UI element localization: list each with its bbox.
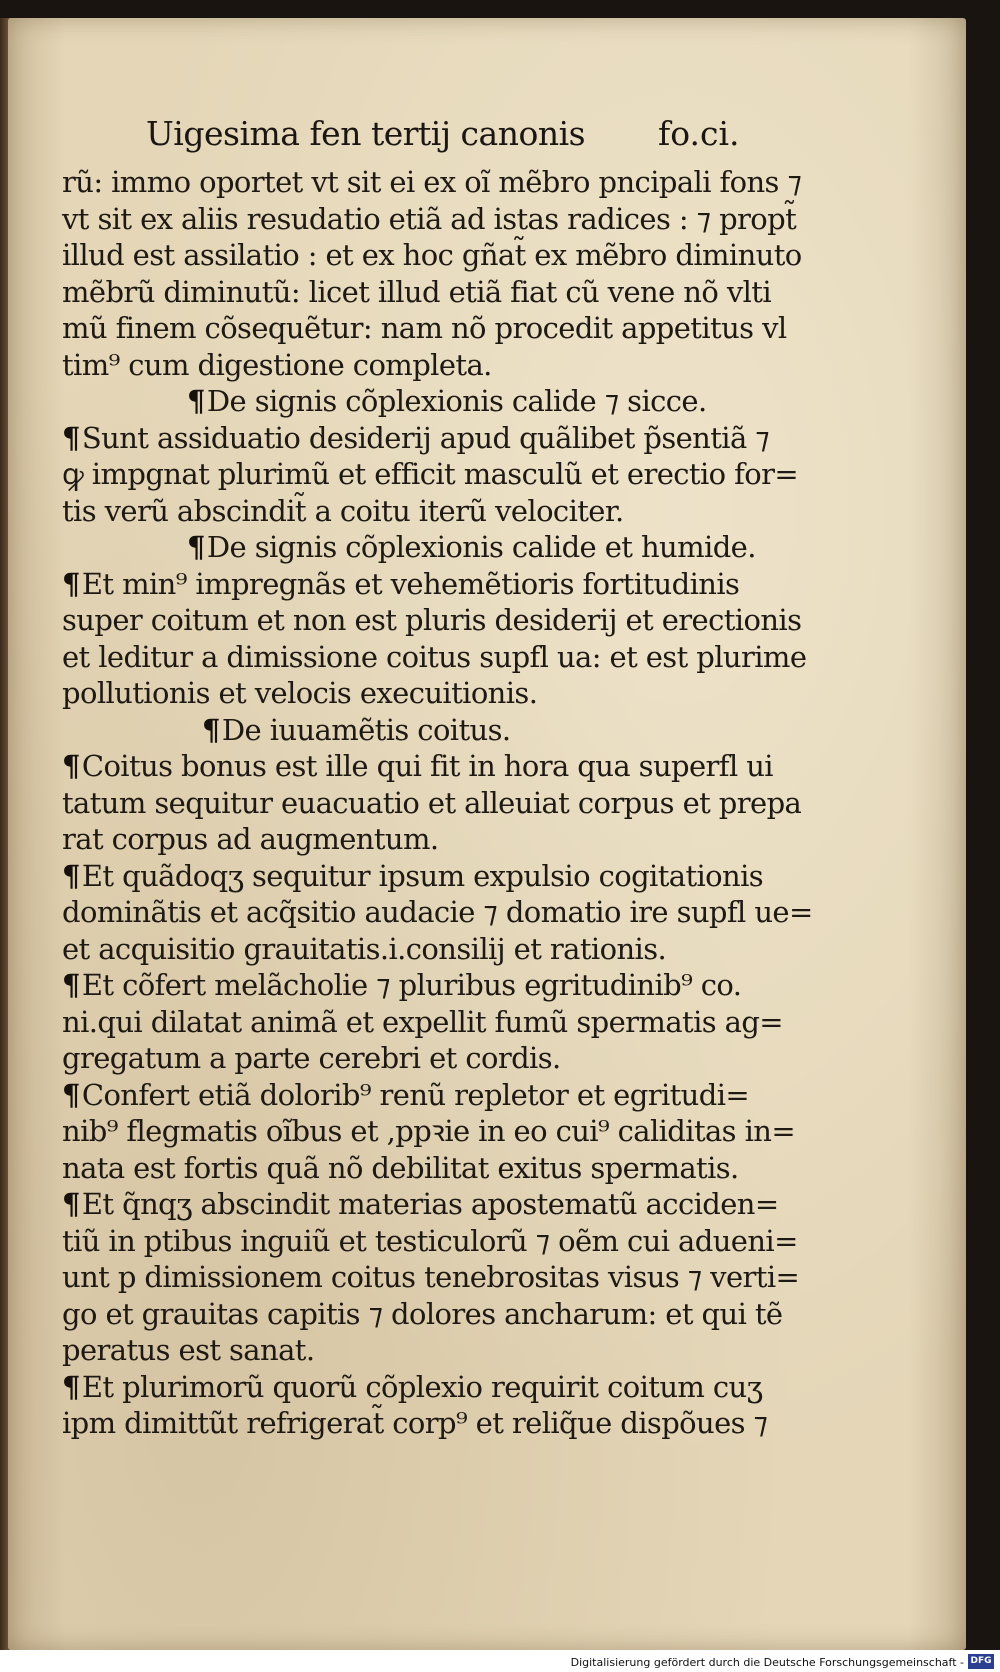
paragraph-start-line: [62, 1186, 852, 1223]
line-text: ni.qui dilatat animã et expellit fumũ spermatis ag=: [62, 1004, 783, 1039]
pilcrow-icon: ¶: [202, 712, 220, 747]
line-text: pollutionis et velocis execuitionis.: [62, 676, 538, 710]
text-line: [62, 785, 852, 822]
text-line: [62, 1040, 852, 1077]
line-text: tatum sequitur euacuatio et alleuiat corpus et prepa: [62, 785, 802, 820]
text-line: [62, 164, 852, 201]
pilcrow-icon: ¶: [62, 858, 80, 893]
text-line: [62, 456, 852, 493]
pilcrow-icon: ¶: [62, 1187, 80, 1221]
text-line: [62, 1150, 852, 1187]
line-text: tis verũ abscindit̃ a coitu iterũ velociter.: [62, 493, 624, 528]
dfg-logo: DFG: [968, 1654, 994, 1669]
line-text: De signis cõplexionis calide et humide.: [206, 530, 756, 564]
text-line: [62, 237, 852, 274]
line-text: dominãtis et acq̃sitio audacie ⁊ domatio ire supfl ue=: [62, 895, 813, 929]
line-text: Confert etiã dolorib⁹ renũ repletor et egritudi=: [81, 1077, 750, 1112]
funding-credit: Digitalisierung gefördert durch die Deutsche Forschungsgemeinschaft -: [570, 1656, 964, 1669]
line-text: ꝙ impgnat plurimũ et efficit masculũ et erectio for=: [62, 457, 799, 491]
line-text: peratus est sanat.: [62, 1333, 315, 1367]
text-line: [62, 894, 852, 931]
text-line: [62, 274, 852, 311]
line-text: ipm dimittũt refrigerat̃ corp⁹ et reliq̃ue dispõues ⁊: [62, 1406, 768, 1440]
text-line: [62, 347, 852, 384]
text-line: [62, 493, 852, 530]
section-heading: [62, 383, 852, 420]
pilcrow-icon: ¶: [62, 968, 80, 1002]
pilcrow-icon: ¶: [62, 420, 80, 455]
book-page: [8, 18, 966, 1650]
digitization-footer: [0, 1650, 1000, 1672]
line-text: et acquisitio grauitatis.i.consilij et rationis.: [62, 931, 667, 966]
paragraph-start-line: [62, 748, 852, 785]
line-text: go et grauitas capitis ⁊ dolores ancharum: et qui tẽ: [62, 1296, 783, 1331]
pilcrow-icon: ¶: [62, 1077, 80, 1112]
pilcrow-icon: ¶: [62, 566, 80, 601]
line-text: vt sit ex aliis resudatio etiã ad istas radices : ⁊ propt̃: [62, 201, 797, 236]
text-line: [62, 821, 852, 858]
paragraph-start-line: [62, 967, 852, 1004]
line-text: Et min⁹ impregnãs et vehemẽtioris fortitudinis: [81, 566, 740, 601]
line-text: rũ: immo oportet vt sit ei ex oĩ mẽbro pncipali fons ⁊: [62, 165, 802, 199]
line-text: gregatum a parte cerebri et cordis.: [62, 1041, 561, 1075]
line-text: De signis cõplexionis calide ⁊ sicce.: [206, 384, 707, 418]
line-text: unt p dimissionem coitus tenebrositas visus ⁊ verti=: [62, 1260, 800, 1294]
running-title: Uigesima fen tertij canonis: [146, 114, 586, 153]
text-line: [62, 1113, 852, 1150]
text-line: [62, 201, 852, 238]
line-text: Et cõfert melãcholie ⁊ pluribus egritudinib⁹ co.: [81, 968, 742, 1002]
text-line: [62, 931, 852, 968]
paragraph-start-line: [62, 858, 852, 895]
folio-number: fo.ci.: [658, 114, 740, 153]
text-line: [62, 675, 852, 712]
line-text: Et quãdoqʒ sequitur ipsum expulsio cogitationis: [81, 858, 764, 893]
text-line: [62, 1332, 852, 1369]
text-line: [62, 1405, 852, 1442]
page-header: [146, 114, 806, 164]
text-line: [62, 1004, 852, 1041]
line-text: Sunt assiduatio desiderij apud quãlibet p̃sentiã ⁊: [81, 420, 770, 455]
pilcrow-icon: ¶: [187, 384, 205, 418]
line-text: nata est fortis quã nõ debilitat exitus spermatis.: [62, 1150, 739, 1185]
pilcrow-icon: ¶: [62, 749, 80, 783]
line-text: super coitum et non est pluris desiderij et erectionis: [62, 603, 802, 637]
line-text: et leditur a dimissione coitus supfl ua: et est plurime: [62, 639, 807, 674]
text-line: [62, 1223, 852, 1260]
line-text: Et plurimorũ quorũ cõplexio requirit coitum cuʒ: [81, 1369, 763, 1404]
line-text: nib⁹ flegmatis oĩbus et ,ppꝛie in eo cui⁹ caliditas in=: [62, 1114, 796, 1148]
line-text: Et q̃nqʒ abscindit materias apostematũ acciden=: [81, 1187, 779, 1221]
pilcrow-icon: ¶: [62, 1369, 80, 1404]
paragraph-start-line: [62, 420, 852, 457]
line-text: tiũ in ptibus inguiũ et testiculorũ ⁊ oẽm cui adueni=: [62, 1223, 798, 1258]
line-text: mẽbrũ diminutũ: licet illud etiã fiat cũ vene nõ vlti: [62, 274, 772, 309]
main-text-block: [62, 164, 852, 1442]
pilcrow-icon: ¶: [187, 530, 205, 564]
line-text: De iuuamẽtis coitus.: [221, 712, 511, 747]
text-line: [62, 1296, 852, 1333]
line-text: mũ finem cõsequẽtur: nam nõ procedit appetitus vl: [62, 311, 787, 345]
paragraph-start-line: [62, 566, 852, 603]
line-text: rat corpus ad augmentum.: [62, 822, 439, 856]
section-heading: [62, 529, 852, 566]
paragraph-start-line: [62, 1077, 852, 1114]
line-text: Coitus bonus est ille qui fit in hora qua superfl ui: [81, 749, 773, 783]
text-line: [62, 1259, 852, 1296]
section-heading: [62, 712, 852, 749]
text-line: [62, 602, 852, 639]
text-line: [62, 310, 852, 347]
text-line: [62, 639, 852, 676]
paragraph-start-line: [62, 1369, 852, 1406]
line-text: illud est assilatio : et ex hoc gñat̃ ex mẽbro diminuto: [62, 238, 802, 272]
line-text: tim⁹ cum digestione completa.: [62, 347, 492, 382]
